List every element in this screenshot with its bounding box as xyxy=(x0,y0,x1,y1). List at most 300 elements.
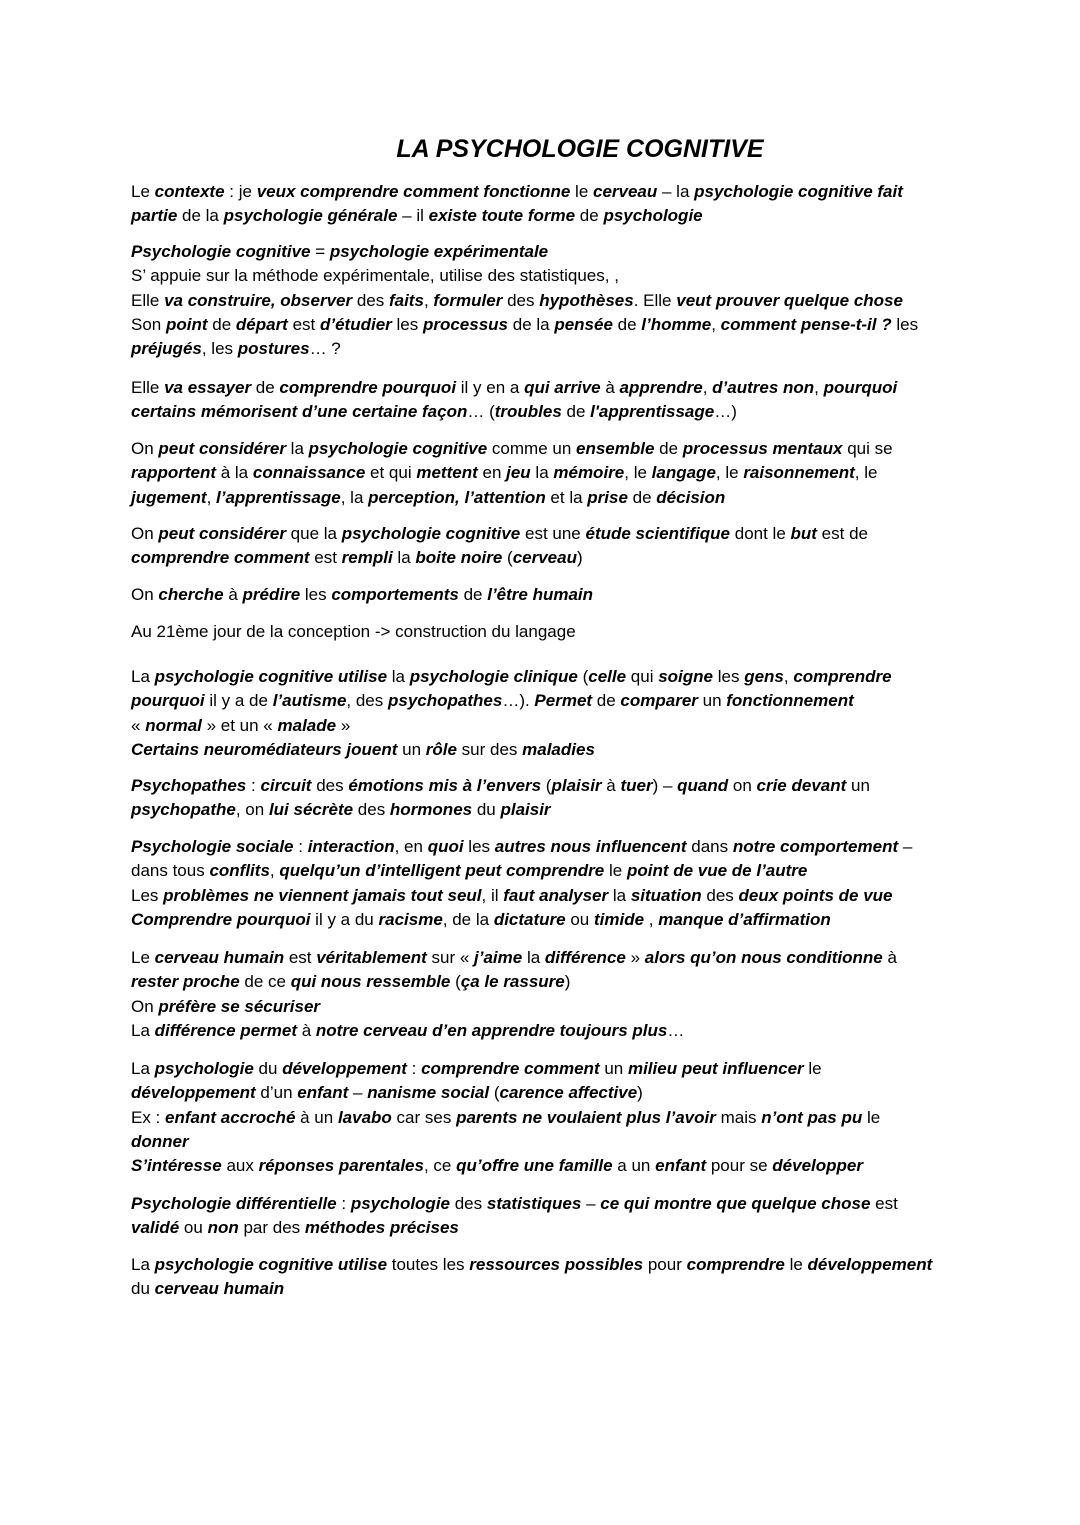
emphasis-text: conflits xyxy=(209,861,270,881)
emphasis-text: point de vue de l’autre xyxy=(626,861,808,881)
text-run: , la xyxy=(340,487,369,507)
text-run: , xyxy=(702,378,713,397)
text-line xyxy=(131,180,903,204)
text-run: dans xyxy=(686,837,733,856)
emphasis-text: psychologie cognitive utilise xyxy=(154,1255,388,1274)
text-run: Elle xyxy=(131,290,165,310)
text-run: car ses xyxy=(391,1107,457,1127)
text-run: , xyxy=(206,487,217,507)
emphasis-text: dictature xyxy=(493,909,566,929)
text-run: On xyxy=(131,996,159,1016)
text-run: ) xyxy=(576,548,583,568)
emphasis-text: pourquoi xyxy=(823,378,898,397)
emphasis-text: pensée xyxy=(554,314,613,334)
text-run: à la xyxy=(216,463,253,483)
text-line xyxy=(131,204,903,228)
emphasis-text: enfant accroché xyxy=(165,1107,296,1127)
emphasis-text: nanisme social xyxy=(367,1083,490,1103)
paragraph xyxy=(131,665,892,762)
emphasis-text: psychologie cognitive fait xyxy=(694,182,903,201)
emphasis-text: psychologie cognitive xyxy=(308,439,488,458)
text-line xyxy=(131,1216,898,1240)
text-run: La xyxy=(131,1255,155,1274)
text-run: dont le xyxy=(730,524,791,543)
text-run: le xyxy=(784,1255,808,1274)
emphasis-text: qu’offre une famille xyxy=(456,1156,613,1176)
emphasis-text: veut prouver quelque chose xyxy=(676,290,903,310)
text-run: les xyxy=(391,314,423,334)
text-run: , le xyxy=(715,463,744,483)
text-line xyxy=(131,313,918,337)
text-run: les xyxy=(463,837,495,856)
text-run: le xyxy=(862,1107,881,1127)
emphasis-text: va construire, observer xyxy=(164,290,353,310)
emphasis-text: veux comprendre comment fonctionne xyxy=(256,182,571,201)
emphasis-text: d’étudier xyxy=(319,314,392,334)
emphasis-text: prise xyxy=(587,487,628,507)
text-run: et la xyxy=(545,487,588,507)
emphasis-text: carence affective xyxy=(499,1083,638,1103)
emphasis-text: but xyxy=(790,524,817,543)
emphasis-text: S’intéresse xyxy=(131,1156,222,1176)
emphasis-text: cerveau humain xyxy=(154,948,285,967)
emphasis-text: faits xyxy=(388,290,424,310)
paragraph xyxy=(131,835,912,932)
emphasis-text: hypothèses xyxy=(539,290,634,310)
text-line xyxy=(131,289,918,313)
text-line xyxy=(131,665,892,689)
emphasis-text: maladies xyxy=(522,739,595,759)
text-run: , on xyxy=(235,800,269,820)
text-run: : je xyxy=(224,182,257,201)
emphasis-text: différence permet xyxy=(154,1020,297,1040)
text-run: le xyxy=(570,182,593,201)
emphasis-text: perception, l’attention xyxy=(368,487,546,507)
emphasis-text: psychologie xyxy=(154,1059,254,1078)
text-run: sur des xyxy=(456,739,523,759)
emphasis-text: faut analyser xyxy=(503,885,609,905)
text-line xyxy=(131,908,912,932)
text-run: » xyxy=(336,715,351,735)
emphasis-text: psychologie cognitive utilise xyxy=(154,667,388,686)
text-run: des xyxy=(502,290,540,310)
text-run: , le xyxy=(624,463,652,483)
emphasis-text: normal xyxy=(145,715,202,735)
text-line xyxy=(131,1081,880,1105)
text-run: , xyxy=(644,909,659,929)
emphasis-text: j’aime xyxy=(474,948,523,967)
text-run: de xyxy=(458,585,488,604)
paragraph xyxy=(131,1253,932,1302)
text-line xyxy=(131,1106,880,1130)
emphasis-text: préjugés xyxy=(131,339,202,359)
paragraph xyxy=(131,946,897,1043)
emphasis-text: contexte xyxy=(154,182,225,201)
emphasis-text: cerveau humain xyxy=(154,1279,285,1299)
text-run: pour xyxy=(643,1255,687,1274)
text-run: le xyxy=(803,1059,822,1078)
text-line xyxy=(131,970,897,994)
text-line xyxy=(131,546,868,570)
text-run: le xyxy=(604,861,627,881)
text-run: à xyxy=(601,776,621,795)
text-run: ( xyxy=(502,548,513,568)
emphasis-text: jugement xyxy=(131,487,207,507)
text-run: à xyxy=(297,1020,316,1040)
emphasis-text: milieu peut influencer xyxy=(627,1059,804,1078)
emphasis-text: certains mémorisent d’une certaine façon xyxy=(131,402,468,422)
emphasis-text: alors qu’on nous conditionne xyxy=(644,948,883,967)
text-run: comme un xyxy=(487,439,576,458)
emphasis-text: décision xyxy=(656,487,726,507)
text-run: – xyxy=(898,837,913,856)
text-run: il y en a xyxy=(456,378,525,397)
emphasis-text: postures xyxy=(237,339,310,359)
text-run: mais xyxy=(715,1107,762,1127)
emphasis-text: psychologie expérimentale xyxy=(329,242,549,261)
emphasis-text: réponses parentales xyxy=(258,1156,424,1176)
text-run: « xyxy=(131,715,146,735)
text-run: ( xyxy=(541,776,552,795)
emphasis-text: émotions mis à l’envers xyxy=(348,776,542,795)
text-line xyxy=(131,884,912,908)
emphasis-text: préfère se sécuriser xyxy=(158,996,321,1016)
text-run: est xyxy=(870,1194,898,1213)
text-line xyxy=(131,689,892,713)
emphasis-text: statistiques xyxy=(486,1194,582,1213)
emphasis-text: existe toute forme xyxy=(428,206,576,226)
text-run: qui xyxy=(626,667,659,686)
emphasis-text: raisonnement xyxy=(743,463,855,483)
text-run: Les xyxy=(131,885,164,905)
text-run: les xyxy=(891,314,919,334)
emphasis-text: différence xyxy=(544,948,626,967)
emphasis-text: quand xyxy=(677,776,729,795)
text-run: Le xyxy=(131,948,155,967)
text-run: des xyxy=(450,1194,487,1213)
text-run: il y a de xyxy=(204,691,273,711)
text-run: – il xyxy=(397,206,429,226)
text-run: ) xyxy=(637,1083,643,1103)
emphasis-text: non xyxy=(207,1218,239,1238)
emphasis-text: psychopathes xyxy=(388,691,503,711)
text-run: On xyxy=(131,585,159,604)
text-run: la xyxy=(387,667,410,686)
text-run: – xyxy=(581,1194,601,1213)
text-run: du xyxy=(253,1059,283,1078)
emphasis-text: quoi xyxy=(427,837,464,856)
emphasis-text: rester proche xyxy=(131,972,240,992)
emphasis-text: problèmes ne viennent jamais tout seul xyxy=(163,885,482,905)
emphasis-text: étude scientifique xyxy=(585,524,731,543)
text-run: , les xyxy=(201,339,238,359)
text-run: Au 21ème jour de la conception -> construction du langage xyxy=(131,622,576,641)
text-run: a un xyxy=(612,1156,656,1176)
text-run: un xyxy=(397,739,426,759)
text-run: de xyxy=(561,402,591,422)
emphasis-text: quelqu’un d’intelligent peut comprendre xyxy=(279,861,605,881)
text-run: à xyxy=(223,585,243,604)
emphasis-text: deux points de vue xyxy=(738,885,893,905)
text-run: – xyxy=(348,1083,368,1103)
emphasis-text: crie devant xyxy=(756,776,847,795)
text-run: , en xyxy=(394,837,428,856)
text-run: de xyxy=(575,206,604,226)
text-run: Ex : xyxy=(131,1107,166,1127)
emphasis-text: racisme xyxy=(378,909,443,929)
emphasis-text: développement xyxy=(131,1083,256,1103)
emphasis-text: ça le rassure xyxy=(460,972,565,992)
emphasis-text: Certains neuromédiateurs jouent xyxy=(131,739,398,759)
text-run: Le xyxy=(131,182,155,201)
text-run: …) xyxy=(714,402,737,422)
emphasis-text: Psychopathes xyxy=(131,776,247,795)
text-run: du xyxy=(472,800,501,820)
emphasis-text: notre comportement xyxy=(732,837,899,856)
emphasis-text: plaisir xyxy=(500,800,551,820)
text-run: ( xyxy=(450,972,461,992)
text-run: : xyxy=(336,1194,351,1213)
text-run: pour se xyxy=(706,1156,773,1176)
emphasis-text: n’ont pas pu xyxy=(761,1107,863,1127)
emphasis-text: ressources possibles xyxy=(469,1255,644,1274)
text-run: d’un xyxy=(255,1083,298,1103)
emphasis-text: partie xyxy=(131,206,178,226)
emphasis-text: l’apprentissage xyxy=(216,487,341,507)
paragraph xyxy=(131,376,897,425)
text-line xyxy=(131,522,868,546)
text-run: : xyxy=(246,776,261,795)
emphasis-text: apprendre xyxy=(619,378,703,397)
text-run: La xyxy=(131,1020,155,1040)
text-run: = xyxy=(310,242,330,261)
text-run: ( xyxy=(577,667,589,686)
emphasis-text: psychologie cognitive xyxy=(341,524,521,543)
emphasis-text: l’homme xyxy=(641,314,712,334)
paragraph xyxy=(131,1192,898,1241)
emphasis-text: comment pense-t-il ? xyxy=(720,314,892,334)
paragraph xyxy=(131,180,903,229)
text-run: , des xyxy=(346,691,388,711)
emphasis-text: développement xyxy=(282,1059,407,1078)
emphasis-text: comprendre pourquoi xyxy=(279,378,457,397)
text-line xyxy=(131,1057,880,1081)
text-run: … ( xyxy=(467,402,495,422)
paragraph xyxy=(131,774,870,823)
text-line xyxy=(131,859,912,883)
emphasis-text: l’autisme xyxy=(272,691,347,711)
emphasis-text: l'apprentissage xyxy=(590,402,715,422)
text-run: la xyxy=(522,948,545,967)
text-line xyxy=(131,583,593,607)
emphasis-text: donner xyxy=(131,1131,189,1151)
text-run: à un xyxy=(295,1107,338,1127)
text-run: de xyxy=(207,314,236,334)
text-run: est xyxy=(284,948,317,967)
emphasis-text: Comprendre pourquoi xyxy=(131,909,311,929)
emphasis-text: mémoire xyxy=(553,463,625,483)
text-line xyxy=(131,1154,880,1178)
emphasis-text: processus xyxy=(422,314,509,334)
text-run: Elle xyxy=(131,378,165,397)
text-run: de la xyxy=(177,206,224,226)
text-run: ou xyxy=(179,1218,208,1238)
emphasis-text: cerveau xyxy=(512,548,577,568)
emphasis-text: interaction xyxy=(307,837,395,856)
paragraph xyxy=(131,437,893,510)
text-run: ) xyxy=(564,972,571,992)
text-run: de xyxy=(612,314,642,334)
emphasis-text: troubles xyxy=(494,402,562,422)
emphasis-text: comprendre comment xyxy=(421,1059,600,1078)
text-run: , xyxy=(423,290,434,310)
text-line xyxy=(131,461,893,485)
text-run: la xyxy=(392,548,416,568)
text-run: de xyxy=(592,691,621,711)
text-run: de xyxy=(627,487,657,507)
text-run: du xyxy=(131,1279,155,1299)
text-run: des xyxy=(701,885,739,905)
text-run: , xyxy=(711,314,721,334)
emphasis-text: parents ne voulaient plus l’avoir xyxy=(456,1107,716,1127)
emphasis-text: cerveau xyxy=(593,182,658,201)
text-run: est xyxy=(309,548,342,568)
emphasis-text: malade xyxy=(277,715,337,735)
text-run: ) – xyxy=(652,776,678,795)
text-run: les xyxy=(713,667,745,686)
text-run: . Elle xyxy=(633,290,677,310)
emphasis-text: processus mentaux xyxy=(682,439,843,458)
emphasis-text: l’être humain xyxy=(487,585,594,604)
text-run: un xyxy=(599,1059,628,1078)
emphasis-text: Psychologie sociale xyxy=(131,837,294,856)
emphasis-text: soigne xyxy=(658,667,713,686)
text-run: » xyxy=(625,948,645,967)
text-run: est de xyxy=(816,524,868,543)
text-run: La xyxy=(131,1059,155,1078)
emphasis-text: circuit xyxy=(260,776,312,795)
text-run: un xyxy=(697,691,727,711)
text-line xyxy=(131,738,892,762)
text-run: on xyxy=(728,776,757,795)
text-run: On xyxy=(131,524,159,543)
text-run: , de la xyxy=(442,909,494,929)
text-run: , le xyxy=(854,463,878,483)
text-line xyxy=(131,1253,932,1277)
emphasis-text: psychologie xyxy=(603,206,703,226)
text-run: des xyxy=(352,290,389,310)
page-title: LA PSYCHOLOGIE COGNITIVE xyxy=(396,135,764,163)
emphasis-text: autres nous influencent xyxy=(494,837,687,856)
text-line xyxy=(131,400,897,424)
text-line xyxy=(131,1130,880,1154)
emphasis-text: comprendre xyxy=(686,1255,785,1274)
text-line xyxy=(131,264,918,288)
text-line xyxy=(131,835,912,859)
text-line xyxy=(131,798,870,822)
text-run: est une xyxy=(520,524,586,543)
emphasis-text: jeu xyxy=(506,463,531,483)
text-run: de xyxy=(251,378,280,397)
emphasis-text: fonctionnement xyxy=(726,691,854,711)
text-run: en xyxy=(477,463,507,483)
text-run: » et un « xyxy=(201,715,278,735)
text-run: de xyxy=(654,439,683,458)
text-line xyxy=(131,1277,932,1301)
paragraph xyxy=(131,583,593,607)
emphasis-text: gens xyxy=(744,667,784,686)
text-run: les xyxy=(300,585,332,604)
text-run: , il xyxy=(481,885,504,905)
emphasis-text: prédire xyxy=(242,585,301,604)
emphasis-text: qui arrive xyxy=(524,378,601,397)
text-run: la xyxy=(530,463,554,483)
emphasis-text: hormones xyxy=(389,800,473,820)
text-run: – la xyxy=(657,182,695,201)
text-run: de ce xyxy=(239,972,291,992)
emphasis-text: Permet xyxy=(534,691,593,711)
text-line xyxy=(131,486,893,510)
emphasis-text: comportements xyxy=(331,585,459,604)
text-line xyxy=(131,240,918,264)
text-run: S’ appuie sur la méthode expérimentale, utilise des statistiques, , xyxy=(131,266,619,286)
text-run: par des xyxy=(238,1218,305,1238)
emphasis-text: pourquoi xyxy=(131,691,205,711)
emphasis-text: ensemble xyxy=(576,439,655,458)
text-line xyxy=(131,714,892,738)
emphasis-text: enfant xyxy=(297,1083,349,1103)
emphasis-text: d’autres non xyxy=(712,378,815,397)
text-run: … ? xyxy=(309,339,341,359)
text-line xyxy=(131,620,576,644)
text-run: toutes les xyxy=(387,1255,470,1274)
emphasis-text: rapportent xyxy=(131,463,216,483)
emphasis-text: qui nous ressemble xyxy=(290,972,451,992)
text-run: , xyxy=(269,861,280,881)
emphasis-text: rempli xyxy=(341,548,393,568)
emphasis-text: mettent xyxy=(416,463,478,483)
text-run: ( xyxy=(489,1083,500,1103)
emphasis-text: développement xyxy=(807,1255,933,1274)
emphasis-text: formuler xyxy=(433,290,503,310)
emphasis-text: comprendre xyxy=(793,667,892,686)
emphasis-text: manque d’affirmation xyxy=(658,909,831,929)
text-run: qui se xyxy=(842,439,893,458)
paragraph xyxy=(131,620,576,644)
text-run: et qui xyxy=(365,463,417,483)
emphasis-text: tuer xyxy=(620,776,653,795)
text-run: est xyxy=(287,314,320,334)
text-run: La xyxy=(131,667,155,686)
text-run: Son xyxy=(131,314,166,334)
emphasis-text: situation xyxy=(630,885,702,905)
emphasis-text: comparer xyxy=(620,691,698,711)
emphasis-text: enfant xyxy=(655,1156,707,1176)
emphasis-text: langage xyxy=(651,463,716,483)
emphasis-text: connaissance xyxy=(252,463,366,483)
text-run: la xyxy=(285,439,309,458)
emphasis-text: boite noire xyxy=(415,548,503,568)
emphasis-text: plaisir xyxy=(551,776,602,795)
text-line xyxy=(131,1019,897,1043)
text-line xyxy=(131,946,897,970)
text-run: … xyxy=(667,1020,685,1040)
emphasis-text: départ xyxy=(235,314,288,334)
emphasis-text: ce qui montre que quelque chose xyxy=(600,1194,871,1213)
text-run: , xyxy=(783,667,794,686)
text-run: dans tous xyxy=(131,861,210,881)
text-run: : xyxy=(293,837,308,856)
